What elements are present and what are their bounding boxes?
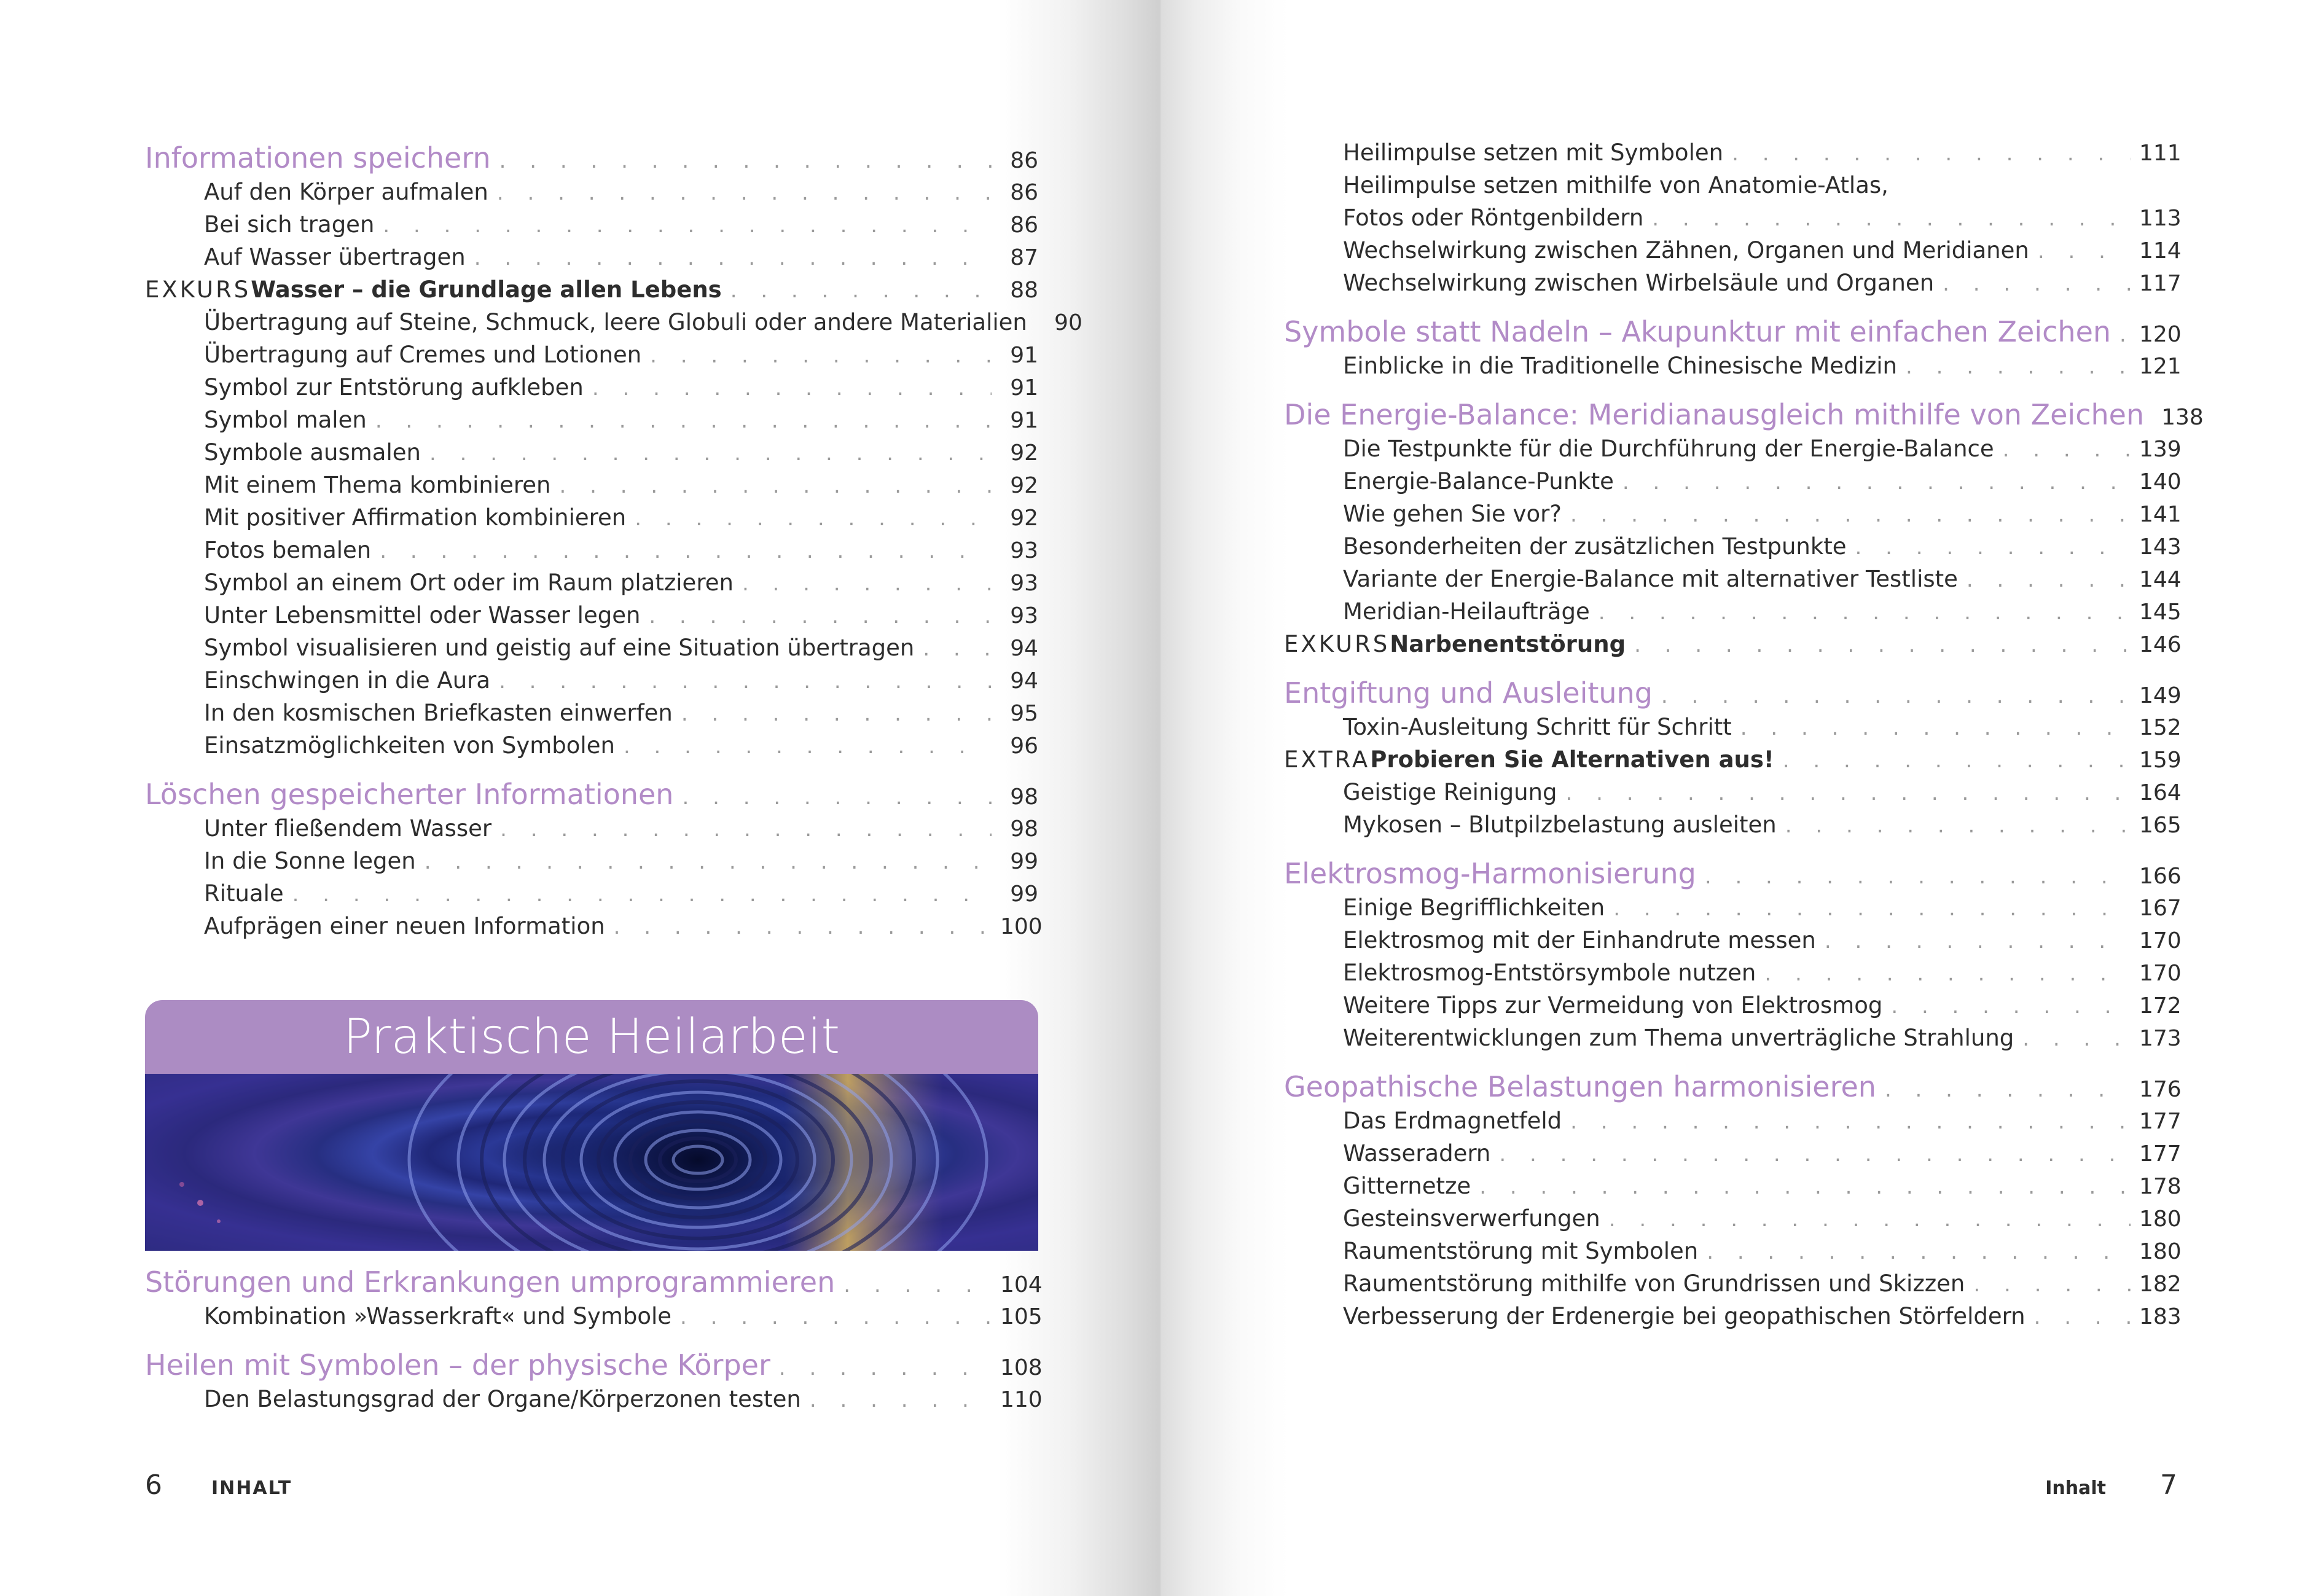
toc-entry-title: Wechselwirkung zwischen Zähnen, Organen und Meridianen bbox=[1343, 237, 2029, 264]
section-banner bbox=[145, 1000, 1038, 1251]
dot-leader bbox=[1652, 203, 2131, 235]
dot-leader bbox=[1732, 138, 2131, 170]
toc-subentry[interactable] bbox=[145, 877, 1038, 910]
toc-chapter-heading[interactable] bbox=[1284, 856, 2182, 891]
dot-leader bbox=[500, 813, 992, 846]
toc-page-number: 99 bbox=[1010, 882, 1038, 907]
toc-page-number: 114 bbox=[2139, 238, 2182, 264]
toc-page-number: 121 bbox=[2139, 354, 2182, 379]
toc-page-number: 90 bbox=[1054, 310, 1082, 335]
toc-entry-title: Unter Lebensmittel oder Wasser legen bbox=[204, 602, 641, 628]
toc-page-number: 176 bbox=[2139, 1077, 2182, 1102]
section-banner-title: Praktische Heilarbeit bbox=[145, 1000, 1038, 1074]
toc-subentry[interactable] bbox=[1284, 924, 2182, 956]
toc-subentry[interactable] bbox=[1284, 891, 2182, 924]
toc-entry-title: Symbole statt Nadeln – Akupunktur mit einfachen Zeichen bbox=[1284, 315, 2112, 348]
toc-subentry[interactable] bbox=[1284, 432, 2182, 465]
dot-leader bbox=[1825, 925, 2131, 958]
toc-page-number: 152 bbox=[2139, 715, 2182, 740]
toc-page-number: 180 bbox=[2139, 1207, 2182, 1232]
toc-page-number: 178 bbox=[2139, 1174, 2182, 1199]
exkurs-tag: EXKURS bbox=[145, 276, 251, 303]
toc-entry-title: Fotos bemalen bbox=[204, 537, 372, 563]
toc-page-number: 138 bbox=[2161, 405, 2204, 430]
toc-entry-title: Den Belastungsgrad der Organe/Körperzonen testen bbox=[204, 1386, 801, 1412]
toc-chapter-heading[interactable] bbox=[1284, 314, 2182, 350]
dot-leader bbox=[2003, 434, 2131, 466]
toc-entry-title: Das Erdmagnetfeld bbox=[1343, 1108, 1562, 1134]
toc-page-number: 159 bbox=[2139, 748, 2182, 773]
toc-entry-title: Symbol visualisieren und geistig auf eine Situation übertragen bbox=[204, 635, 915, 661]
toc-entry-title: Gesteinsverwerfungen bbox=[1343, 1205, 1600, 1232]
extra-tag: EXTRA bbox=[1284, 746, 1371, 773]
dot-leader bbox=[474, 242, 992, 275]
page-number: 7 bbox=[2160, 1469, 2177, 1501]
toc-entry-title: Toxin-Ausleitung Schritt für Schritt bbox=[1343, 714, 1732, 740]
toc-subentry[interactable] bbox=[1284, 1235, 2182, 1267]
dot-leader bbox=[1565, 777, 2131, 810]
toc-page-number: 177 bbox=[2139, 1141, 2182, 1167]
dot-leader bbox=[682, 780, 992, 815]
toc-page-number: 177 bbox=[2139, 1109, 2182, 1134]
dot-leader bbox=[1613, 893, 2131, 925]
toc-entry-title: Mit einem Thema kombinieren bbox=[204, 472, 551, 498]
toc-entry-title: Probieren Sie Alternativen aus! bbox=[1370, 746, 1774, 773]
dot-leader bbox=[1855, 531, 2131, 564]
toc-entry-title: Geistige Reinigung bbox=[1343, 779, 1557, 805]
dot-leader bbox=[1622, 466, 2131, 499]
toc-subentry[interactable] bbox=[145, 599, 1038, 632]
toc-entry-title: Symbol an einem Ort oder im Raum platzieren bbox=[204, 569, 734, 596]
dot-leader bbox=[1599, 597, 2131, 629]
toc-entry-title: Löschen gespeicherter Informationen bbox=[145, 778, 674, 811]
toc-entry-title: Gitternetze bbox=[1343, 1173, 1471, 1199]
toc-left-bottom bbox=[145, 1264, 1043, 1415]
toc-entry-title: Bei sich tragen bbox=[204, 211, 375, 238]
toc-page-number: 100 bbox=[1000, 914, 1043, 939]
toc-page-number: 170 bbox=[2139, 961, 2182, 986]
toc-subentry[interactable] bbox=[1284, 776, 2182, 808]
dot-leader bbox=[380, 535, 992, 568]
toc-page-number: 108 bbox=[1000, 1355, 1043, 1380]
toc-entry-title: Symbol zur Entstörung aufkleben bbox=[204, 374, 584, 401]
toc-entry-title: Weiterentwicklungen zum Thema unverträgliche Strahlung bbox=[1343, 1025, 2014, 1051]
dot-leader bbox=[624, 730, 992, 763]
dot-leader bbox=[1764, 958, 2131, 990]
toc-page-number: 145 bbox=[2139, 600, 2182, 625]
dot-leader bbox=[2022, 1023, 2131, 1055]
dot-leader bbox=[592, 372, 992, 405]
page-footer-left bbox=[145, 1467, 292, 1504]
toc-subentry[interactable] bbox=[1284, 1137, 2182, 1170]
dot-leader bbox=[1967, 564, 2131, 597]
toc-subentry[interactable] bbox=[145, 812, 1038, 845]
dot-leader bbox=[742, 568, 992, 600]
dot-leader bbox=[680, 1301, 992, 1334]
toc-page-number: 110 bbox=[1000, 1387, 1043, 1412]
toc-subentry[interactable] bbox=[1284, 267, 2182, 299]
toc-page-number: 146 bbox=[2139, 632, 2182, 657]
toc-subentry[interactable] bbox=[145, 404, 1038, 436]
toc-entry-title: Elektrosmog mit der Einhandrute messen bbox=[1343, 927, 1816, 953]
toc-entry-title: Kombination »Wasserkraft« und Symbole bbox=[204, 1303, 671, 1329]
toc-entry-title: Elektrosmog-Entstörsymbole nutzen bbox=[1343, 960, 1756, 986]
toc-entry-title: Heilimpulse setzen mit Symbolen bbox=[1343, 139, 1724, 166]
toc-subentry[interactable] bbox=[145, 371, 1038, 404]
toc-entry-title: Einblicke in die Traditionelle Chinesische Medizin bbox=[1343, 353, 1897, 379]
toc-page-number: 173 bbox=[2139, 1026, 2182, 1051]
toc-page-number: 164 bbox=[2139, 780, 2182, 805]
toc-page-number: 93 bbox=[1010, 603, 1038, 628]
toc-page-number: 104 bbox=[1000, 1272, 1043, 1297]
toc-subentry[interactable] bbox=[1284, 711, 2182, 743]
toc-subentry[interactable] bbox=[1284, 1300, 2182, 1332]
toc-subentry[interactable] bbox=[145, 1383, 1043, 1415]
water-ripple-illustration bbox=[145, 1074, 1038, 1251]
dot-leader bbox=[292, 878, 992, 911]
toc-entry-title: Symbol malen bbox=[204, 407, 367, 433]
dot-leader bbox=[1906, 351, 2131, 383]
toc-page-number: 113 bbox=[2139, 206, 2182, 231]
dot-leader bbox=[1499, 1138, 2131, 1171]
toc-entry-title: Unter fließendem Wasser bbox=[204, 815, 492, 842]
dot-leader bbox=[1885, 1072, 2131, 1108]
toc-page-number: 140 bbox=[2139, 469, 2182, 495]
toc-chapter-heading[interactable] bbox=[145, 1264, 1043, 1300]
toc-page-number: 86 bbox=[1010, 213, 1038, 238]
toc-entry-title: Wasseradern bbox=[1343, 1140, 1491, 1167]
dot-leader bbox=[1570, 1106, 2131, 1138]
dot-leader bbox=[730, 275, 992, 307]
toc-entry-title: Raumentstörung mit Symbolen bbox=[1343, 1238, 1699, 1264]
toc-subentry[interactable] bbox=[145, 729, 1038, 762]
toc-subentry[interactable] bbox=[145, 176, 1038, 208]
toc-page-number: 166 bbox=[2139, 864, 2182, 889]
toc-entry-title: Einsatzmöglichkeiten von Symbolen bbox=[204, 732, 615, 759]
dot-leader bbox=[650, 340, 992, 372]
toc-subentry[interactable] bbox=[1284, 1105, 2182, 1137]
toc-page-number: 167 bbox=[2139, 896, 2182, 921]
toc-subentry[interactable] bbox=[145, 566, 1038, 599]
page-footer-right bbox=[2045, 1467, 2177, 1504]
toc-page-number: 93 bbox=[1010, 538, 1038, 563]
dot-leader bbox=[614, 911, 992, 944]
toc-entry-title: In die Sonne legen bbox=[204, 848, 416, 874]
toc-chapter-heading[interactable] bbox=[145, 140, 1038, 176]
dot-leader bbox=[2119, 317, 2131, 353]
toc-page-number: 144 bbox=[2139, 567, 2182, 592]
toc-entry-title: Narbenentstörung bbox=[1390, 631, 1626, 657]
toc-subentry[interactable] bbox=[1284, 563, 2182, 595]
toc-page-number: 95 bbox=[1010, 701, 1038, 726]
toc-page-number: 183 bbox=[2139, 1304, 2182, 1329]
toc-page-number: 111 bbox=[2139, 141, 2182, 166]
toc-page-number: 117 bbox=[2139, 271, 2182, 296]
toc-chapter-heading[interactable] bbox=[1284, 397, 2204, 432]
toc-subentry[interactable] bbox=[1284, 595, 2182, 628]
toc-subentry[interactable] bbox=[1284, 1170, 2182, 1202]
toc-page-number: 91 bbox=[1010, 408, 1038, 433]
toc-subentry[interactable] bbox=[1284, 989, 2182, 1022]
toc-entry-title: Elektrosmog-Harmonisierung bbox=[1284, 857, 1696, 890]
toc-entry-title: Auf den Körper aufmalen bbox=[204, 179, 488, 205]
toc-subentry[interactable] bbox=[1284, 530, 2182, 563]
toc-page-number: 87 bbox=[1010, 245, 1038, 270]
toc-entry-title: Übertragung auf Steine, Schmuck, leere Globuli oder andere Materialien bbox=[204, 309, 1027, 335]
toc-page-number: 93 bbox=[1010, 571, 1038, 596]
toc-page-number: 99 bbox=[1010, 849, 1038, 874]
toc-subentry[interactable] bbox=[145, 697, 1038, 729]
dot-leader bbox=[810, 1384, 992, 1417]
dot-leader bbox=[560, 470, 992, 503]
toc-entry-title: Mit positiver Affirmation kombinieren bbox=[204, 504, 627, 531]
toc-entry-title: Auf Wasser übertragen bbox=[204, 244, 466, 270]
toc-entry-title: Einschwingen in die Aura bbox=[204, 667, 491, 694]
toc-page-number: 139 bbox=[2139, 437, 2182, 462]
toc-page-number: 92 bbox=[1010, 440, 1038, 466]
toc-subentry[interactable] bbox=[1284, 1022, 2182, 1054]
toc-subentry[interactable] bbox=[145, 436, 1038, 469]
toc-subentry[interactable] bbox=[145, 534, 1038, 566]
toc-excursion-entry[interactable] bbox=[145, 273, 1038, 306]
toc-entry-title: Symbole ausmalen bbox=[204, 439, 421, 466]
toc-extra-entry[interactable] bbox=[1284, 743, 2182, 776]
toc-subentry[interactable] bbox=[145, 208, 1038, 241]
toc-subentry[interactable] bbox=[145, 501, 1038, 534]
dot-leader bbox=[843, 1267, 992, 1303]
toc-entry-title: Informationen speichern bbox=[145, 141, 491, 174]
dot-leader bbox=[649, 600, 992, 633]
toc-excursion-entry[interactable] bbox=[1284, 628, 2182, 660]
dot-leader bbox=[425, 846, 992, 878]
toc-page-number: 94 bbox=[1010, 636, 1038, 661]
dot-leader bbox=[1707, 1236, 2131, 1269]
toc-entry-title: Wasser – die Grundlage allen Lebens bbox=[251, 276, 722, 303]
toc-subentry[interactable] bbox=[1284, 1267, 2182, 1300]
dot-leader bbox=[1609, 1203, 2131, 1236]
toc-page-number: 170 bbox=[2139, 928, 2182, 953]
toc-subentry[interactable] bbox=[1284, 136, 2182, 169]
toc-entry-title: Variante der Energie-Balance mit alternativer Testliste bbox=[1343, 566, 1958, 592]
toc-entry-title: Wie gehen Sie vor? bbox=[1343, 501, 1562, 527]
toc-subentry[interactable] bbox=[145, 306, 1082, 338]
toc-entry-title: Raumentstörung mithilfe von Grundrissen und Skizzen bbox=[1343, 1270, 1965, 1297]
toc-entry-title: Einige Begrifflichkeiten bbox=[1343, 894, 1605, 921]
toc-page-number: 98 bbox=[1010, 816, 1038, 842]
toc-page-number: 88 bbox=[1010, 278, 1038, 303]
dot-leader bbox=[1943, 268, 2131, 300]
dot-leader bbox=[1973, 1269, 2131, 1301]
toc-subentry[interactable] bbox=[1284, 498, 2182, 530]
dot-leader bbox=[1785, 810, 2131, 842]
toc-entry-title: Besonderheiten der zusätzlichen Testpunkte bbox=[1343, 533, 1847, 560]
toc-subentry[interactable] bbox=[145, 469, 1038, 501]
dot-leader bbox=[497, 177, 992, 209]
toc-page-number: 94 bbox=[1010, 668, 1038, 694]
toc-left-top bbox=[145, 140, 1082, 942]
dot-leader bbox=[2034, 1301, 2131, 1334]
toc-entry-title: Wechselwirkung zwischen Wirbelsäule und Organen bbox=[1343, 270, 1935, 296]
dot-leader bbox=[1705, 859, 2131, 894]
toc-entry-title: Aufprägen einer neuen Information bbox=[204, 913, 605, 939]
toc-page-number: 86 bbox=[1010, 180, 1038, 205]
dot-leader bbox=[1740, 712, 2131, 745]
toc-subentry[interactable] bbox=[1284, 1202, 2182, 1235]
toc-subentry[interactable] bbox=[1284, 956, 2182, 989]
toc-chapter-heading[interactable] bbox=[1284, 675, 2182, 711]
toc-page-number: 165 bbox=[2139, 813, 2182, 838]
toc-entry-title: Weitere Tipps zur Vermeidung von Elektrosmog bbox=[1343, 992, 1883, 1019]
toc-entry-title: Energie-Balance-Punkte bbox=[1343, 468, 1614, 495]
toc-entry-title: In den kosmischen Briefkasten einwerfen bbox=[204, 700, 673, 726]
dot-leader bbox=[1570, 499, 2131, 531]
page-number: 6 bbox=[145, 1469, 162, 1501]
toc-page-number: 120 bbox=[2139, 322, 2182, 347]
toc-page-number: 180 bbox=[2139, 1239, 2182, 1264]
toc-entry-title: Geopathische Belastungen harmonisieren bbox=[1284, 1070, 1876, 1103]
toc-page-number: 91 bbox=[1010, 343, 1038, 368]
toc-page-number: 141 bbox=[2139, 502, 2182, 527]
exkurs-tag: EXKURS bbox=[1284, 631, 1390, 657]
toc-entry-title: Mykosen – Blutpilzbelastung ausleiten bbox=[1343, 812, 1777, 838]
toc-chapter-heading[interactable] bbox=[145, 776, 1038, 812]
toc-page-number: 105 bbox=[1000, 1304, 1043, 1329]
toc-subentry[interactable] bbox=[145, 664, 1038, 697]
dot-leader bbox=[635, 503, 992, 535]
running-footer-label: INHALT bbox=[211, 1477, 292, 1499]
toc-subentry[interactable] bbox=[1284, 350, 2182, 382]
toc-page-number: 92 bbox=[1010, 473, 1038, 498]
dot-leader bbox=[1661, 678, 2131, 714]
toc-entry-title: Meridian-Heilaufträge bbox=[1343, 598, 1590, 625]
dot-leader bbox=[499, 143, 992, 179]
toc-subentry[interactable] bbox=[1284, 465, 2182, 498]
toc-right bbox=[1284, 136, 2204, 1332]
dot-leader bbox=[1783, 745, 2131, 777]
toc-subentry[interactable] bbox=[1284, 169, 2177, 201]
toc-page-number: 182 bbox=[2139, 1272, 2182, 1297]
toc-entry-title: Übertragung auf Cremes und Lotionen bbox=[204, 342, 642, 368]
toc-page-number: 172 bbox=[2139, 993, 2182, 1019]
toc-page-number: 92 bbox=[1010, 506, 1038, 531]
dot-leader bbox=[923, 633, 992, 665]
dot-leader bbox=[383, 209, 992, 242]
dot-leader bbox=[1891, 990, 2131, 1023]
toc-entry-title: Verbesserung der Erdenergie bei geopathischen Störfeldern bbox=[1343, 1303, 2025, 1329]
right-page bbox=[1160, 0, 2321, 1596]
toc-page-number: 96 bbox=[1010, 733, 1038, 759]
toc-entry-title: Die Testpunkte für die Durchführung der Energie-Balance bbox=[1343, 436, 1994, 462]
toc-subentry[interactable] bbox=[145, 845, 1038, 877]
toc-chapter-heading[interactable] bbox=[145, 1347, 1043, 1383]
dot-leader bbox=[1479, 1171, 2131, 1203]
dot-leader bbox=[429, 437, 992, 470]
toc-subentry[interactable] bbox=[145, 1300, 1043, 1332]
toc-page-number: 86 bbox=[1010, 148, 1038, 173]
water-ripple-image bbox=[145, 1074, 1038, 1251]
toc-entry-title: Heilimpulse setzen mithilfe von Anatomie-Atlas, bbox=[1343, 172, 1889, 198]
dot-leader bbox=[681, 698, 992, 730]
dot-leader bbox=[375, 405, 992, 437]
dot-leader bbox=[1634, 629, 2131, 662]
toc-page-number: 149 bbox=[2139, 683, 2182, 708]
toc-page-number: 91 bbox=[1010, 375, 1038, 401]
toc-entry-title: Die Energie-Balance: Meridianausgleich mithilfe von Zeichen bbox=[1284, 398, 2145, 431]
toc-entry-title: Rituale bbox=[204, 880, 284, 907]
toc-subentry[interactable] bbox=[145, 338, 1038, 371]
toc-subentry[interactable] bbox=[145, 241, 1038, 273]
toc-entry-title: Fotos oder Röntgenbildern bbox=[1343, 205, 1644, 231]
left-page bbox=[0, 0, 1160, 1596]
dot-leader bbox=[499, 665, 992, 698]
dot-leader bbox=[779, 1350, 992, 1386]
toc-page-number: 143 bbox=[2139, 534, 2182, 560]
toc-entry-title: Störungen und Erkrankungen umprogrammieren bbox=[145, 1265, 836, 1299]
toc-subentry[interactable] bbox=[145, 632, 1038, 664]
toc-subentry[interactable] bbox=[1284, 201, 2182, 234]
toc-page-number: 98 bbox=[1010, 784, 1038, 810]
toc-subentry[interactable] bbox=[1284, 808, 2182, 841]
dot-leader bbox=[2038, 235, 2131, 268]
toc-entry-title: Entgiftung und Ausleitung bbox=[1284, 676, 1653, 710]
running-footer-label: Inhalt bbox=[2045, 1477, 2106, 1499]
toc-subentry[interactable] bbox=[1284, 234, 2182, 267]
toc-entry-title: Heilen mit Symbolen – der physische Körper bbox=[145, 1348, 770, 1382]
toc-subentry[interactable] bbox=[145, 910, 1043, 942]
toc-chapter-heading[interactable] bbox=[1284, 1069, 2182, 1105]
